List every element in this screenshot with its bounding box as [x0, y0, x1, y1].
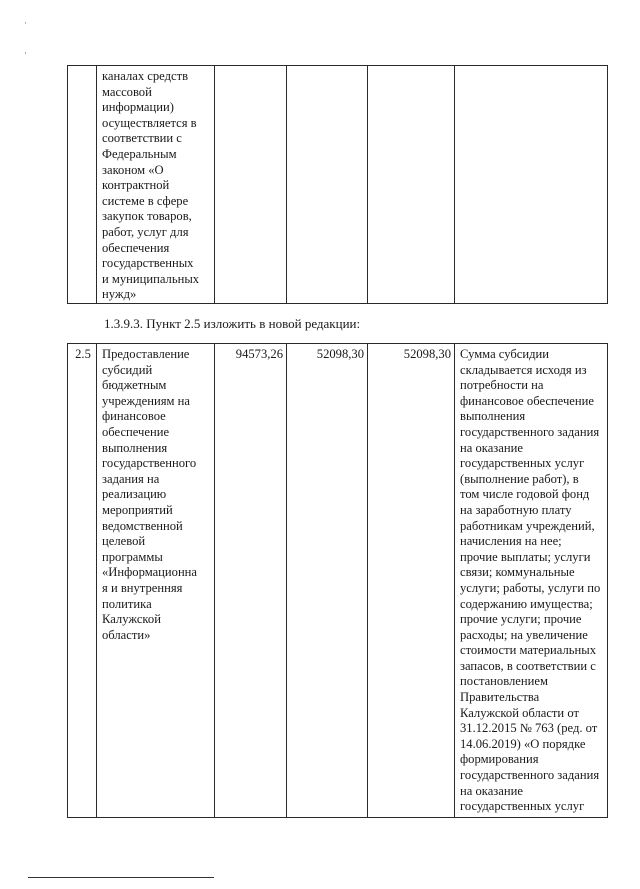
margin-mark: · — [24, 18, 27, 28]
cell-value-1 — [215, 66, 287, 304]
table-row — [68, 66, 608, 304]
margin-mark: · — [24, 48, 27, 58]
cell-value-3 — [368, 66, 455, 304]
table-row-2-5 — [67, 343, 608, 818]
value-1: 94573,26 — [235, 347, 283, 361]
value-2: 52098,30 — [316, 347, 364, 361]
paragraph-amendment: 1.3.9.3. Пункт 2.5 изложить в новой редакции: — [104, 316, 361, 331]
table-continued — [67, 65, 608, 304]
cell-number — [68, 344, 97, 818]
table-row — [68, 344, 608, 818]
cell-value-2 — [287, 66, 368, 304]
note-text: Сумма субсидии складывается исходя из потребности на финансовое обеспечение выполнения государственного задания на оказание государственных услуг (выполнение работ), в том числе годовой фонд на заработную плату работникам учреждений, начисления на нее; прочие выплаты; услуги связи; коммунальные услуги; работы, услуги по содержанию имущества; прочие услуги; прочие расходы; на увеличение стоимости материальных запасов, в соответствии с постановлением Правительства Калужской области от 31.12.2015 № 763 (ред. от 14.06.2019) «О порядке формирования государственного задания на оказание государственных услуг — [460, 347, 601, 814]
row-number: 2.5 — [75, 347, 91, 361]
value-3: 52098,30 — [403, 347, 451, 361]
footer-rule — [28, 877, 214, 878]
cell-value-3 — [368, 344, 455, 818]
cell-note — [455, 66, 608, 304]
description-text: каналах средств массовой информации) осуществляется в соответствии с Федеральным законом «О контрактной системе в сфере закупок товаров, работ, услуг для обеспечения государственных и муниципальных нужд» — [102, 69, 200, 302]
description-text: Предоставление субсидий бюджетным учреждениям на финансовое обеспечение выполнения государственного задания на реализацию мероприятий ведомственной целевой программы «Информационна я и внутренняя политика Калужской области» — [102, 347, 198, 642]
cell-number — [68, 66, 97, 304]
cell-description — [97, 66, 215, 304]
cell-description — [97, 344, 215, 818]
cell-value-1 — [215, 344, 287, 818]
cell-note — [455, 344, 608, 818]
cell-value-2 — [287, 344, 368, 818]
